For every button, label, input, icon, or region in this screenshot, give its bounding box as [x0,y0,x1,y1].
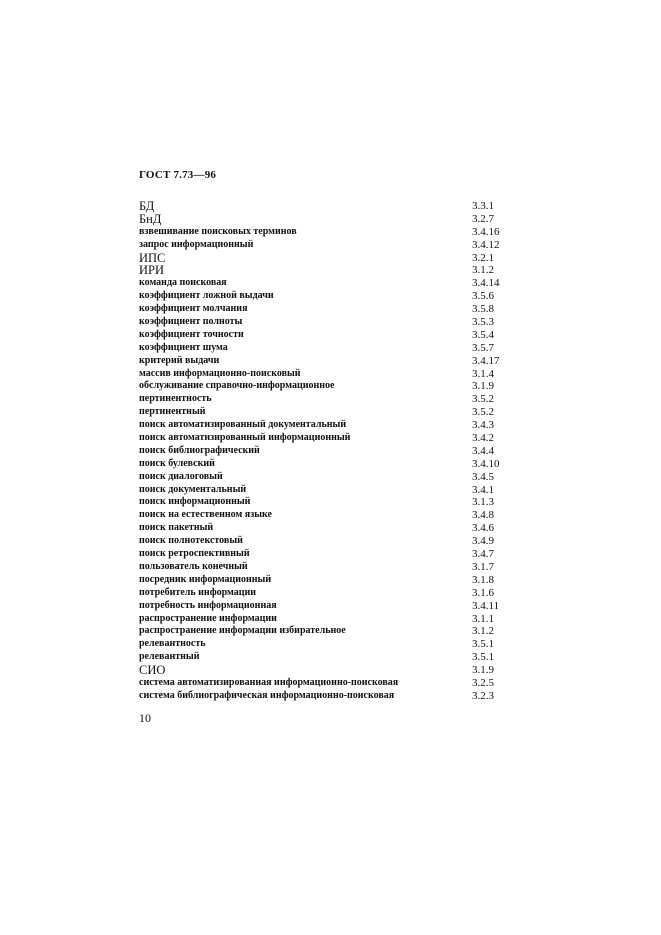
index-term: поиск полнотекстовый [139,535,243,547]
index-reference: 3.2.3 [472,689,494,702]
index-term: распространение информации избирательное [139,625,346,637]
index-term: ИРИ [139,263,165,278]
index-entry [139,419,499,432]
page-number: 10 [139,711,151,725]
index-entry [139,496,499,509]
index-entry [139,200,499,213]
index-entry [139,690,499,703]
index-reference: 3.4.1 [472,483,494,496]
index-entry [139,316,499,329]
index-reference: 3.3.1 [472,200,494,212]
index-entry [139,213,499,226]
index-reference: 3.4.2 [472,432,494,445]
index-reference: 3.1.2 [472,625,494,638]
index-reference: 3.2.5 [472,676,494,689]
index-entry [139,522,499,535]
index-term: критерий выдачи [139,354,220,366]
index-term: потребитель информации [139,586,257,598]
index-reference: 3.1.3 [472,496,494,509]
index-term: поиск автоматизированный документальный [139,419,347,431]
index-reference: 3.4.4 [472,444,494,457]
index-reference: 3.1.9 [472,380,494,393]
index-entry [139,290,499,303]
index-entry [139,613,499,626]
index-term: коэффициент полноты [139,316,243,328]
index-entry [139,548,499,561]
index-entry [139,226,499,239]
index-reference: 3.4.10 [472,457,500,470]
index-term: пертинентный [139,406,206,418]
index-term: коэффициент точности [139,328,244,340]
index-entry [139,458,499,471]
index-entry [139,239,499,252]
index-term: поиск на естественном языке [139,509,272,521]
index-reference: 3.1.6 [472,586,494,599]
index-term: система библиографическая информационно-поисковая [139,689,395,701]
index-term: массив информационно-поисковый [139,367,301,379]
index-term: поиск ретроспективный [139,548,250,560]
index-entry [139,574,499,587]
index-reference: 3.5.3 [472,316,494,329]
index-reference: 3.1.8 [472,573,494,586]
index-reference: 3.5.7 [472,341,494,354]
index-entry [139,509,499,522]
index-entry [139,535,499,548]
index-entry [139,342,499,355]
index-entry [139,651,499,664]
index-entry [139,303,499,316]
index-reference: 3.4.9 [472,535,494,548]
index-reference: 3.1.2 [472,264,494,277]
index-reference: 3.2.1 [472,251,494,264]
index-term: поиск диалоговый [139,470,223,482]
index-entry [139,677,499,690]
index-reference: 3.4.16 [472,225,500,238]
index-term: потребность информационная [139,599,277,611]
index-term: коэффициент молчания [139,303,248,315]
index-reference: 3.4.17 [472,354,500,367]
index-reference: 3.4.12 [472,238,500,251]
index-entry [139,638,499,651]
index-term: ИПС [139,250,166,265]
index-reference: 3.4.3 [472,419,494,432]
index-entry [139,471,499,484]
index-reference: 3.4.5 [472,470,494,483]
index-term: команда поисковая [139,277,227,289]
index-term: коэффициент ложной выдачи [139,290,274,302]
index-term: пользователь конечный [139,560,248,572]
index-reference: 3.4.11 [472,599,500,612]
index-term: поиск булевский [139,457,215,469]
index-reference: 3.5.4 [472,328,494,341]
index-term: поиск автоматизированный информационный [139,432,351,444]
index-term: поиск библиографический [139,444,260,456]
index-term: пертинентность [139,393,212,405]
index-reference: 3.4.8 [472,509,494,522]
index-reference: 3.1.7 [472,560,494,573]
index-entry [139,445,499,458]
index-reference: 3.5.2 [472,393,494,406]
index-reference: 3.4.7 [472,548,494,561]
index-term: посредник информационный [139,573,272,585]
index-entry [139,393,499,406]
index-term: поиск документальный [139,483,247,495]
index-term: система автоматизированная информационно-поисковая [139,676,399,688]
index-term: релевантный [139,651,200,663]
index-entry [139,664,499,677]
index-entry [139,484,499,497]
index-entry [139,252,499,265]
index-reference: 3.2.7 [472,212,494,225]
index-entry [139,625,499,638]
index-reference: 3.5.6 [472,290,494,303]
index-reference: 3.1.1 [472,612,494,625]
index-reference: 3.5.8 [472,303,494,316]
index-entry [139,432,499,445]
index-entry [139,329,499,342]
index-term: поиск пакетный [139,522,214,534]
index-entry [139,277,499,290]
index-term: коэффициент шума [139,341,228,353]
index-term: обслуживание справочно-информационное [139,380,335,392]
index-term: запрос информационный [139,238,254,250]
index-entry [139,587,499,600]
index-term: БД [139,199,155,213]
index-reference: 3.5.1 [472,638,494,651]
index-reference: 3.1.9 [472,664,494,677]
index-term: распространение информации [139,612,277,624]
index-reference: 3.4.6 [472,522,494,535]
index-reference: 3.5.2 [472,406,494,419]
index-term: поиск информационный [139,496,251,508]
index-entry [139,600,499,613]
index-entry [139,561,499,574]
index-term: СИО [139,663,166,678]
index-entry [139,264,499,277]
index-entry [139,380,499,393]
index-reference: 3.4.14 [472,277,500,290]
index-term: взвешивание поисковых терминов [139,225,297,237]
term-index-list [139,200,499,703]
index-term: БнД [139,211,162,226]
index-reference: 3.5.1 [472,651,494,664]
index-reference: 3.1.4 [472,367,494,380]
index-entry [139,406,499,419]
index-entry [139,355,499,368]
index-entry [139,368,499,381]
document-header: ГОСТ 7.73—96 [139,169,217,181]
index-term: релевантность [139,638,206,650]
